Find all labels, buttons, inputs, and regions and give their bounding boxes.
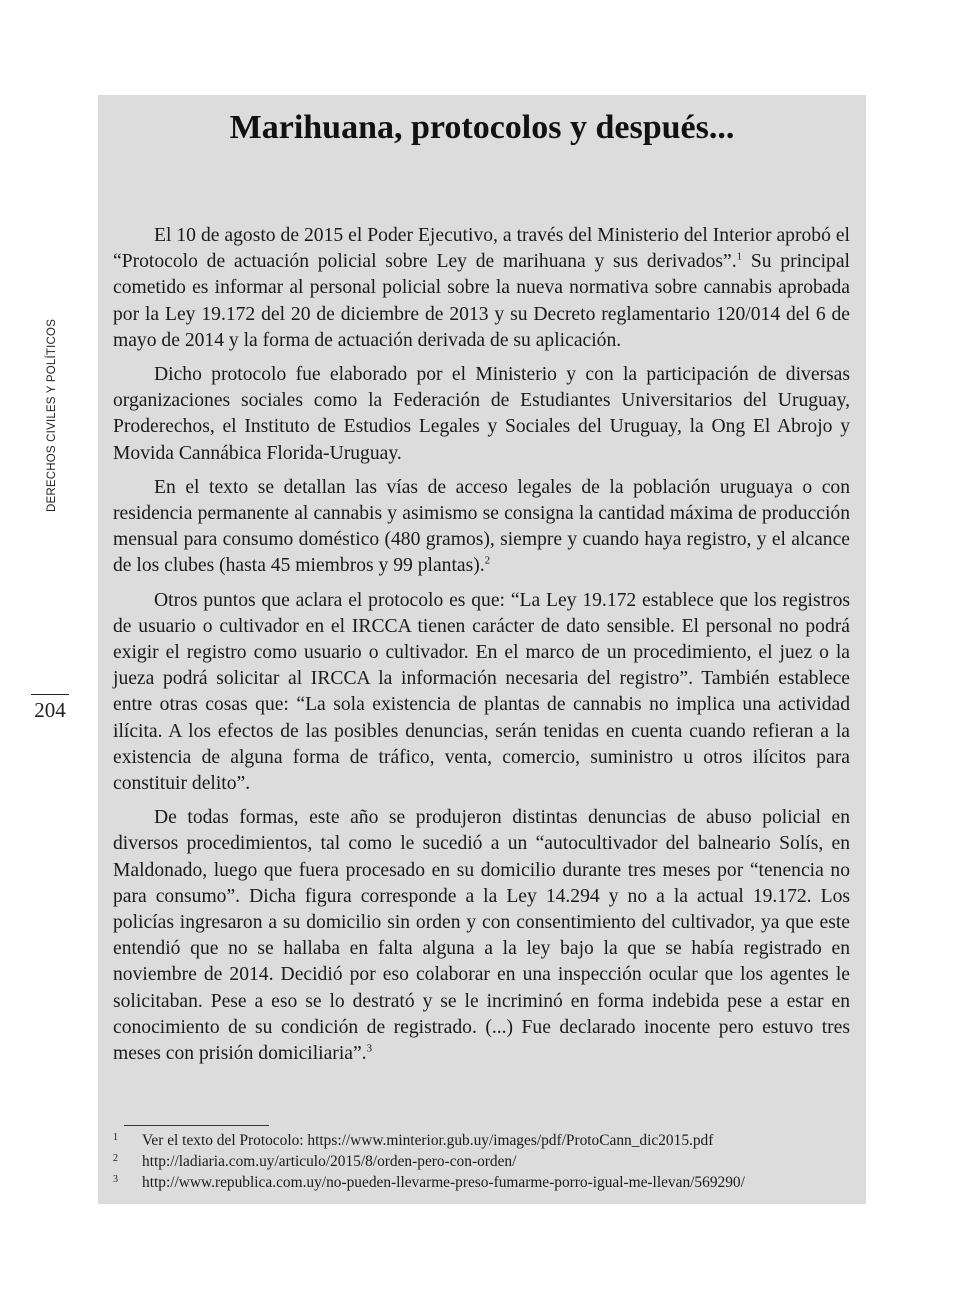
- footnote: [113, 1172, 853, 1193]
- article-body: [113, 223, 850, 1075]
- paragraph: [113, 805, 850, 1067]
- paragraph: [113, 588, 850, 798]
- footnotes: [113, 1130, 853, 1193]
- article-panel: [98, 95, 866, 1204]
- footnote-number: 2: [113, 1153, 118, 1164]
- footnote-ref: 3: [366, 1042, 373, 1055]
- footnote-separator: [124, 1125, 269, 1126]
- footnote-number: 1: [113, 1132, 118, 1143]
- paragraph-text: Dicho protocolo fue elaborado por el Ministerio y con la participación de diversas organizaciones sociales como la Federación de Estudiantes Universitarios del Uruguay, Proderechos, el Instituto de Estudios Legales y Sociales del Uruguay, la Ong El Abrojo y Movida Cannábica Florida-Uruguay.: [113, 364, 850, 464]
- paragraph: [113, 475, 850, 580]
- footnote-ref: 1: [736, 250, 743, 263]
- page-number: 204: [34, 698, 66, 722]
- paragraph-text-continued: Su principal cometido es informar al personal policial sobre la nueva normativa sobre cannabis aprobada por la Ley 19.172 del 20 de diciembre de 2013 y su Decreto reglamentario 120/014 del 6 de mayo de 2014 y la forma de actuación derivada de su aplicación.: [113, 251, 850, 351]
- side-section-label: DERECHOS CIVILES Y POLÍTICOS: [46, 318, 58, 512]
- footnote-text[interactable]: Ver el texto del Protocolo: https://www.minterior.gub.uy/images/pdf/ProtoCann_dic2015.pdf: [142, 1132, 714, 1149]
- paragraph-text: Otros puntos que aclara el protocolo es que: “La Ley 19.172 establece que los registros de usuario o cultivador en el IRCCA tienen carácter de dato sensible. El personal no podrá exigir el registro como usuario o cultivador. En el marco de un procedimiento, el juez o la jueza podrá solicitar al IRCCA la información necesaria del registro”. También establece entre otras cosas que: “La sola existencia de plantas de cannabis no implica una actividad ilícita. A los efectos de las posibles denuncias, serán tenidas en cuenta cuando refieran a la existencia de alguna forma de tráfico, venta, comercio, suministro u otros ilícitos para constituir delito”.: [113, 589, 850, 795]
- paragraph-text: De todas formas, este año se produjeron distintas denuncias de abuso policial en diversos procedimientos, tal como le sucedió a un “autocultivador del balneario Solís, en Maldonado, luego que fuera procesado en su domicilio durante tres meses por “tenencia no para consumo”. Dicha figura corresponde a la Ley 14.294 y no a la actual 19.172. Los policías ingresaron a su domicilio sin orden y con consentimiento del cultivador, ya que este entendió que no se hallaba en falta alguna a la ley bajo la que se había registrado en noviembre de 2014. Decidió por eso colaborar en una inspección ocular que los agentes le solicitaban. Pese a eso se lo destrató y se le incriminó en forma indebida pese a estar en conocimiento de su condición de registrado. (...) Fue declarado inocente pero estuvo tres meses con prisión domiciliaria”.: [113, 807, 850, 1065]
- paragraph-text: El 10 de agosto de 2015 el Poder Ejecutivo, a través del Ministerio del Interior aprobó el “Protocolo de actuación policial sobre Ley de marihuana y sus derivados”.: [113, 225, 850, 273]
- paragraph: [113, 362, 850, 467]
- footnote-number: 3: [113, 1174, 118, 1185]
- footnote-link[interactable]: http://www.republica.com.uy/no-pueden-llevarme-preso-fumarme-porro-igual-me-llevan/569290/: [142, 1174, 745, 1191]
- footnote: [113, 1151, 853, 1172]
- footnote-link[interactable]: http://ladiaria.com.uy/articulo/2015/8/orden-pero-con-orden/: [142, 1153, 517, 1170]
- paragraph: [113, 223, 850, 354]
- footnote-ref: 2: [484, 554, 491, 567]
- footnote: [113, 1130, 853, 1151]
- article-title: Marihuana, protocolos y después...: [229, 109, 735, 146]
- page-number-rule: [31, 694, 69, 695]
- paragraph-text: En el texto se detallan las vías de acceso legales de la población uruguaya o con residencia permanente al cannabis y asimismo se consigna la cantidad máxima de producción mensual para consumo doméstico (480 gramos), siempre y cuando haya registro, y el alcance de los clubes (hasta 45 miembros y 99 plantas).: [113, 476, 850, 577]
